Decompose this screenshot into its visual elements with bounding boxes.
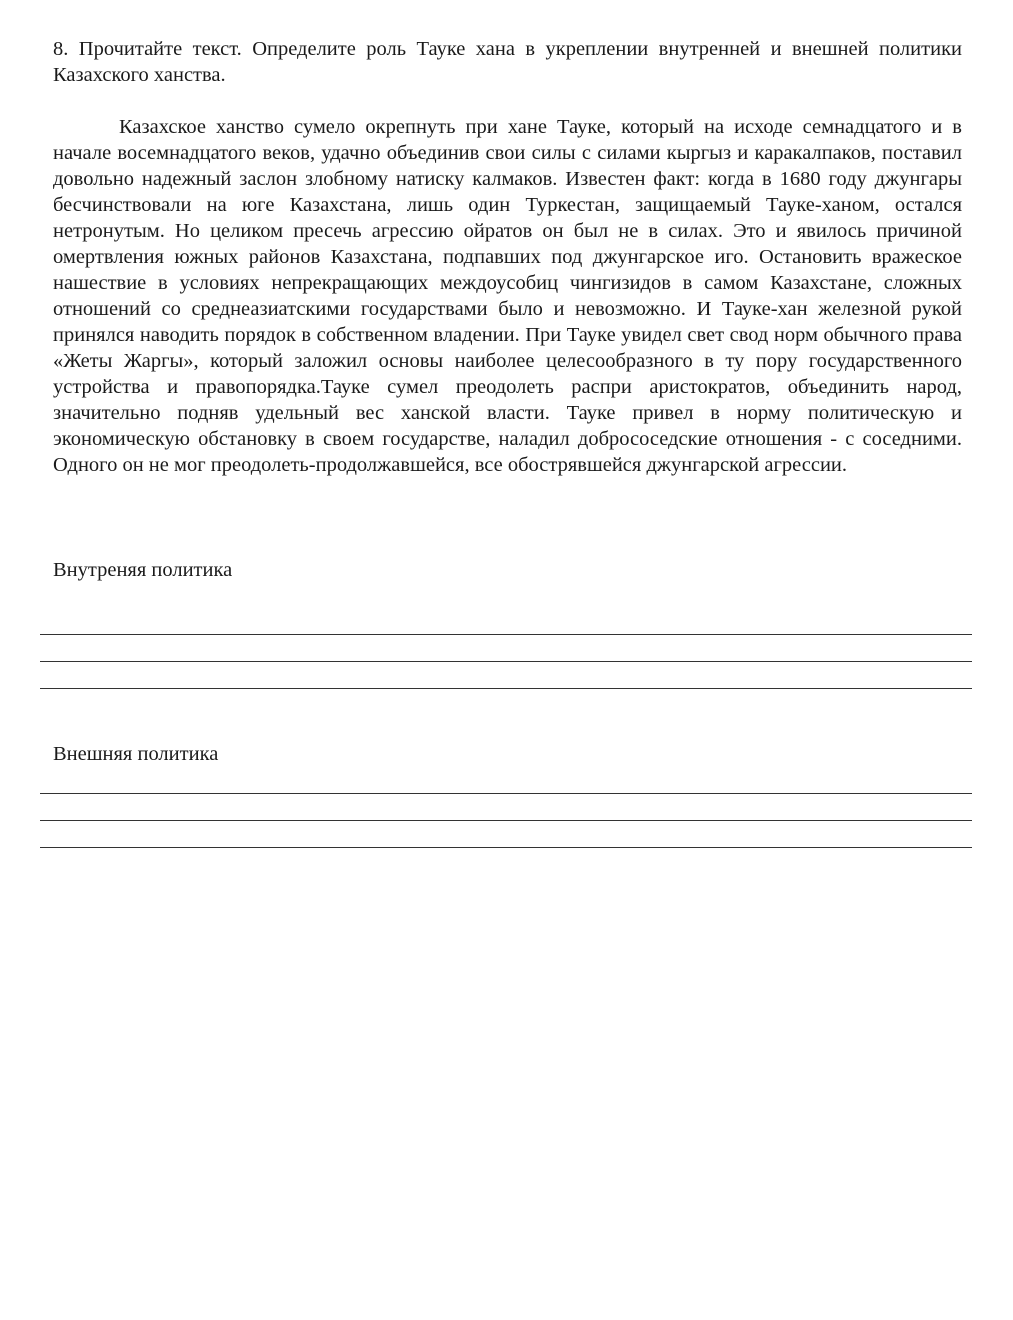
task-prompt: 8. Прочитайте текст. Определите роль Тауке хана в укреплении внутренней и внешней политики Казахского ханства. (53, 38, 962, 86)
internal-policy-label: Внутреняя политика (53, 559, 233, 581)
external-policy-label: Внешняя политика (53, 743, 219, 765)
internal-answer-line-2[interactable] (40, 661, 972, 662)
internal-answer-line-1[interactable] (40, 634, 972, 635)
internal-answer-line-3[interactable] (40, 688, 972, 689)
external-answer-line-1[interactable] (40, 793, 972, 794)
reading-passage: Казахское ханство сумело окрепнуть при хане Тауке, который на исходе семнадцатого и в начале восемнадцатого веков, удачно объединив свои силы с силами кыргыз и каракалпаков, поставил довольно надежный заслон злобному натиску калмаков. Известен факт: когда в 1680 году джунгары бесчинствовали на юге Казахстана, лишь один Туркестан, защищаемый Тауке-ханом, остался нетронутым. Но целиком пресечь агрессию ойратов он был не в силах. Это и явилось причиной омертвления южных районов Казахстана, подпавших под джунгарское иго. Остановить вражеское нашествие в условиях непрекращающих междоусобиц чингизидов в самом Казахстане, сложных отношений со среднеазиатскими государствами было и невозможно. И Тауке-хан железной рукой принялся наводить порядок в собственном владении. При Тауке увидел свет свод норм обычного права «Жеты Жаргы», который заложил основы наиболее целесообразного в ту пору государственного устройства и правопорядка.Тауке сумел преодолеть распри аристократов, объединить народ, значительно подняв удельный вес ханской власти. Тауке привел в норму политическую и экономическую обстановку в своем государстве, наладил добрососедские отношения - с соседними. Одного он не мог преодолеть-продолжавшейся, все обострявшейся джунгарской агрессии. (53, 116, 962, 476)
external-answer-line-2[interactable] (40, 820, 972, 821)
external-answer-line-3[interactable] (40, 847, 972, 848)
